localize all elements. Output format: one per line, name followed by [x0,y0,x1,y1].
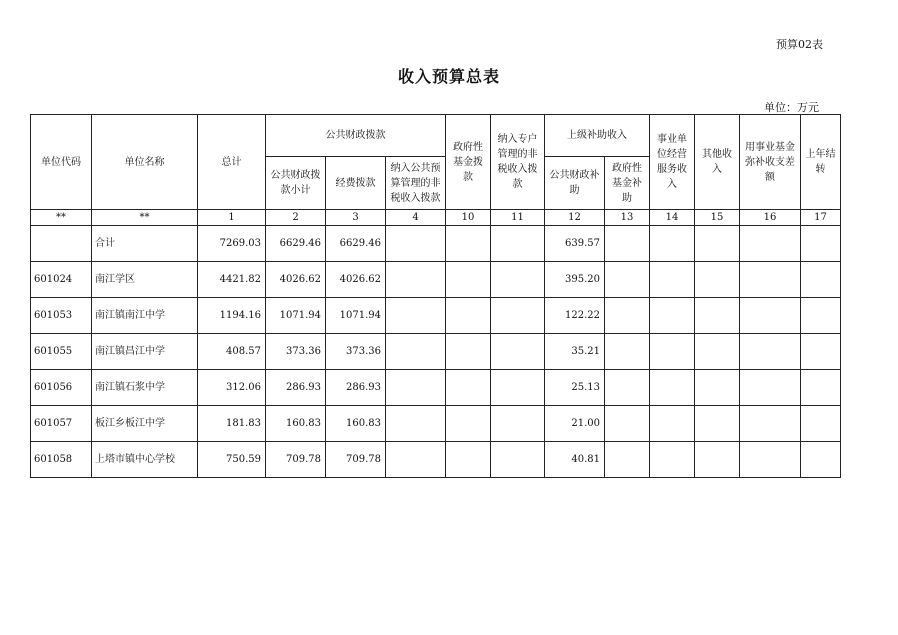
header-nontax-special: 纳入专户管理的非税收入拨款 [491,115,545,210]
cell-empty [386,298,446,334]
cell-code: 601057 [31,406,92,442]
header-upper-group: 上级补助收入 [545,115,650,157]
cell-empty [446,262,491,298]
index-cell: 11 [491,210,545,226]
cell-name: 上塔市镇中心学校 [92,442,198,478]
budget-table [30,114,841,478]
cell-empty [491,334,545,370]
index-cell: 14 [650,210,695,226]
cell-name: 南江镇南江中学 [92,298,198,334]
header-name: 单位名称 [92,115,198,210]
cell-empty [650,406,695,442]
header-public-subtotal: 公共财政拨款小计 [266,157,326,210]
table-row [31,406,841,442]
cell-empty [695,406,740,442]
cell-upper-public: 395.20 [545,262,605,298]
index-cell: 12 [545,210,605,226]
cell-total: 1194.16 [198,298,266,334]
header-upper-gov: 政府性基金补助 [605,157,650,210]
header-business: 事业单位经营服务收入 [650,115,695,210]
cell-empty [386,262,446,298]
cell-empty [605,406,650,442]
cell-subtotal: 373.36 [266,334,326,370]
cell-empty [740,226,801,262]
cell-upper-public: 40.81 [545,442,605,478]
cell-empty [695,442,740,478]
table-row [31,442,841,478]
cell-empty [650,442,695,478]
index-cell: 15 [695,210,740,226]
cell-empty [605,262,650,298]
header-gov-fund: 政府性基金拨款 [446,115,491,210]
cell-empty [491,298,545,334]
cell-empty [386,334,446,370]
header-upper-public: 公共财政补助 [545,157,605,210]
cell-empty [605,370,650,406]
cell-total: 312.06 [198,370,266,406]
cell-total: 408.57 [198,334,266,370]
table-row [31,262,841,298]
cell-code: 601056 [31,370,92,406]
index-cell: 4 [386,210,446,226]
cell-empty [491,226,545,262]
cell-expense: 6629.46 [326,226,386,262]
index-cell: 3 [326,210,386,226]
cell-upper-public: 21.00 [545,406,605,442]
cell-code [31,226,92,262]
cell-expense: 373.36 [326,334,386,370]
index-cell: 16 [740,210,801,226]
header-fund-supplement: 用事业基金弥补收支差额 [740,115,801,210]
header-nontax-public: 纳入公共预算管理的非税收入拨款 [386,157,446,210]
cell-name: 南江镇石浆中学 [92,370,198,406]
cell-empty [740,442,801,478]
cell-empty [740,298,801,334]
cell-empty [446,226,491,262]
index-cell: 10 [446,210,491,226]
index-cell: ** [92,210,198,226]
cell-code: 601058 [31,442,92,478]
cell-empty [446,334,491,370]
cell-total: 4421.82 [198,262,266,298]
cell-empty [386,406,446,442]
index-cell: 1 [198,210,266,226]
cell-empty [491,442,545,478]
cell-empty [491,262,545,298]
cell-empty [386,442,446,478]
cell-empty [695,334,740,370]
cell-empty [801,406,841,442]
cell-empty [695,370,740,406]
cell-upper-public: 25.13 [545,370,605,406]
index-cell: ** [31,210,92,226]
cell-subtotal: 286.93 [266,370,326,406]
cell-expense: 286.93 [326,370,386,406]
cell-empty [740,406,801,442]
cell-total: 7269.03 [198,226,266,262]
cell-empty [695,298,740,334]
index-cell: 17 [801,210,841,226]
table-row [31,334,841,370]
header-carryover: 上年结转 [801,115,841,210]
cell-total: 181.83 [198,406,266,442]
cell-empty [740,262,801,298]
cell-empty [801,442,841,478]
cell-subtotal: 709.78 [266,442,326,478]
cell-empty [801,370,841,406]
cell-empty [446,370,491,406]
header-total: 总计 [198,115,266,210]
cell-expense: 709.78 [326,442,386,478]
cell-name: 南江镇昌江中学 [92,334,198,370]
table-row [31,226,841,262]
cell-code: 601024 [31,262,92,298]
table-row [31,370,841,406]
cell-empty [605,334,650,370]
cell-empty [801,298,841,334]
index-cell: 13 [605,210,650,226]
cell-subtotal: 1071.94 [266,298,326,334]
cell-empty [801,262,841,298]
cell-empty [605,442,650,478]
header-public-group: 公共财政拨款 [266,115,446,157]
cell-name: 南江学区 [92,262,198,298]
cell-empty [650,334,695,370]
cell-empty [605,226,650,262]
cell-upper-public: 122.22 [545,298,605,334]
cell-subtotal: 4026.62 [266,262,326,298]
form-number: 预算02表 [776,38,823,51]
cell-empty [605,298,650,334]
cell-empty [740,334,801,370]
index-row [31,210,841,226]
index-cell: 2 [266,210,326,226]
cell-empty [695,226,740,262]
cell-empty [695,262,740,298]
header-code: 单位代码 [31,115,92,210]
table-row [31,298,841,334]
cell-name: 板江乡板江中学 [92,406,198,442]
cell-empty [491,406,545,442]
cell-empty [386,226,446,262]
cell-subtotal: 160.83 [266,406,326,442]
unit-label: 单位：万元 [764,101,819,114]
cell-empty [650,262,695,298]
cell-name: 合计 [92,226,198,262]
cell-expense: 160.83 [326,406,386,442]
cell-empty [446,298,491,334]
cell-upper-public: 35.21 [545,334,605,370]
cell-empty [446,442,491,478]
header-expense: 经费拨款 [326,157,386,210]
cell-empty [650,370,695,406]
cell-total: 750.59 [198,442,266,478]
cell-empty [740,370,801,406]
page-title: 收入预算总表 [397,67,500,86]
cell-code: 601055 [31,334,92,370]
cell-empty [650,298,695,334]
cell-empty [446,406,491,442]
header-row-1 [31,115,841,157]
cell-expense: 1071.94 [326,298,386,334]
cell-empty [386,370,446,406]
cell-empty [801,226,841,262]
header-other: 其他收入 [695,115,740,210]
cell-empty [491,370,545,406]
cell-empty [650,226,695,262]
cell-empty [801,334,841,370]
cell-code: 601053 [31,298,92,334]
cell-expense: 4026.62 [326,262,386,298]
cell-subtotal: 6629.46 [266,226,326,262]
cell-upper-public: 639.57 [545,226,605,262]
